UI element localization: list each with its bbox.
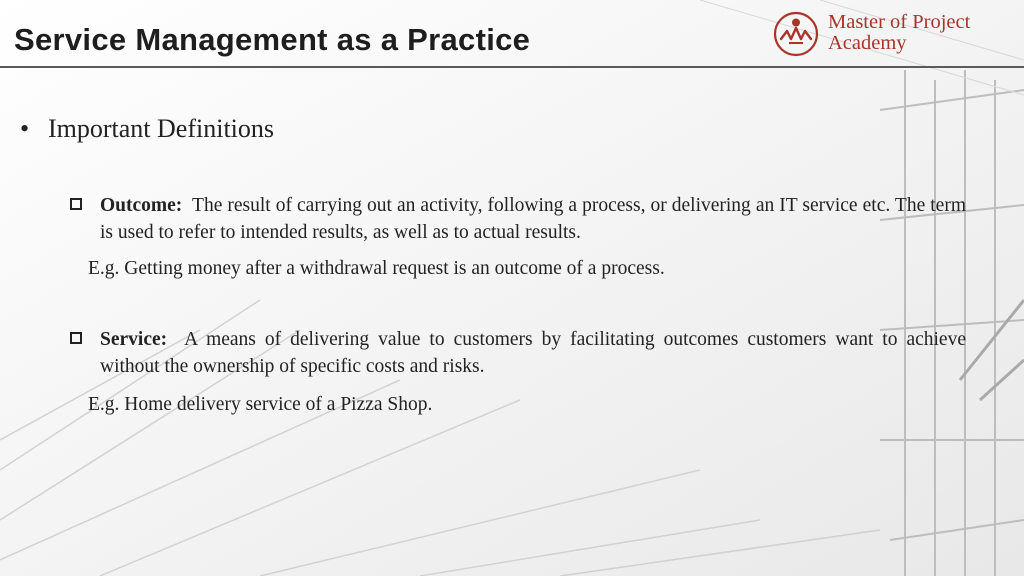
definition-text: The result of carrying out an activity, following a process, or delivering an IT service etc. The term is used to refer to intended results, as well as to actual results. (100, 195, 966, 243)
title-divider (0, 66, 1024, 68)
logo-line-1: Master of Project (828, 11, 971, 33)
definition-example: E.g. Home delivery service of a Pizza Shop. (88, 394, 433, 415)
bullet-dot: • (20, 114, 30, 143)
checkbox-square-icon (70, 332, 82, 344)
bullet-text: Important Definitions (48, 114, 275, 143)
bullet-item (20, 114, 274, 144)
definition-term: Outcome: (100, 195, 183, 216)
definition-text: A means of delivering value to customers by facilitating outcomes customers want to achieve without the ownership of specific costs and risks. (100, 329, 966, 377)
slide-title: Service Management as a Practice (14, 22, 531, 57)
logo-text (828, 12, 970, 54)
definition-body (100, 326, 966, 380)
definition-body (100, 192, 966, 246)
definition-service (70, 326, 970, 382)
logo-emblem-icon (772, 10, 820, 58)
checkbox-square-icon (70, 198, 82, 210)
definition-term: Service: (100, 329, 168, 350)
logo-line-2: Academy (828, 32, 907, 54)
definition-outcome (70, 192, 970, 248)
definition-example: E.g. Getting money after a withdrawal request is an outcome of a process. (88, 258, 665, 279)
